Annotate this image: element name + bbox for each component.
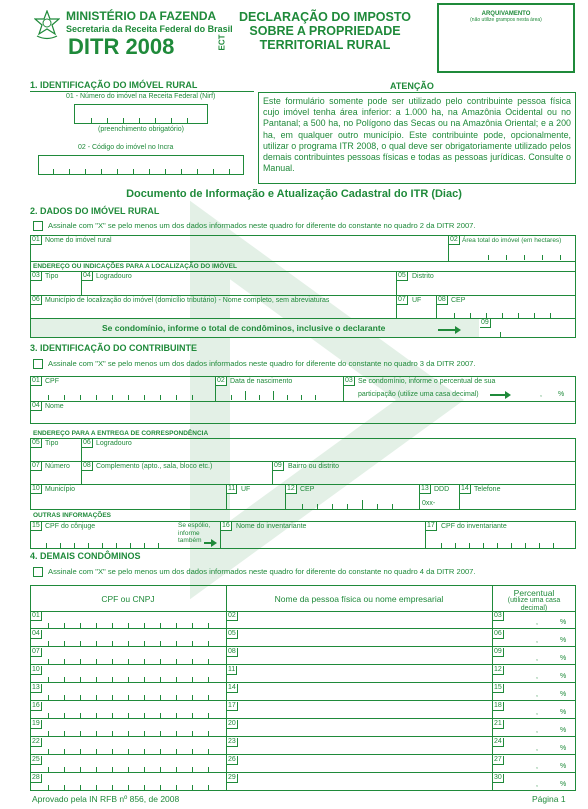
section3-check-text: Assinale com "X" se pelo menos um dos dados informados neste quadro for diferente do constante no quadro 3 da DITR 2007. [48, 359, 476, 368]
nirf-note: (preenchimento obrigatório) [98, 126, 184, 133]
participation-percent: % [558, 391, 565, 398]
col-name-header: Nome da pessoa física ou nome empresarial [274, 594, 444, 604]
s3-f14-label: Telefone [474, 486, 501, 493]
co-owner-cpf-input[interactable] [30, 743, 226, 754]
attention-title: ATENÇÃO [390, 81, 434, 91]
table-row: 22 23 24 , % [30, 737, 576, 755]
espolio-arrow-icon [204, 542, 212, 544]
table-row: 10 11 12 , % [30, 665, 576, 683]
section1-rule [30, 91, 254, 92]
co-owner-name-input[interactable] [227, 707, 491, 718]
co-owner-name-input[interactable] [227, 671, 491, 682]
co-owner-cpf-input[interactable] [30, 617, 226, 628]
nirf-label: 01 - Número do imóvel na Receita Federal (Nirf) [66, 93, 216, 100]
co-owner-name-input[interactable] [227, 617, 491, 628]
footer-approval: Aprovado pela IN RFB nº 856, de 2008 [32, 794, 180, 804]
section4-title: 4. DEMAIS CONDÔMINOS [30, 551, 141, 561]
table-row: 19 20 21 , % [30, 719, 576, 737]
co-owner-cpf-input[interactable] [30, 635, 226, 646]
participation-arrow-icon [490, 394, 506, 396]
archive-box [437, 3, 575, 73]
section3-title: 3. IDENTIFICAÇÃO DO CONTRIBUINTE [30, 343, 198, 353]
ect-label: ECT [217, 34, 227, 51]
col-cpf-header: CPF ou CNPJ [101, 594, 155, 604]
s3-f01-label: CPF [45, 378, 59, 385]
s3-f12-label: CEP [300, 486, 315, 493]
co-owner-name-input[interactable] [227, 725, 491, 736]
co-owner-cpf-input[interactable] [30, 689, 226, 700]
s3-mail-title: ENDEREÇO PARA A ENTREGA DE CORRESPONDÊNCIA [33, 430, 209, 437]
col-pct-note: (utilize uma casa decimal) [507, 597, 561, 612]
table-row: 07 08 09 , % [30, 647, 576, 665]
s3-f09-label: Bairro ou distrito [288, 463, 339, 470]
co-owner-cpf-input[interactable] [30, 671, 226, 682]
property-area-input[interactable] [450, 246, 575, 260]
section4-checkbox[interactable] [33, 567, 43, 577]
attention-box [258, 92, 576, 184]
section2-check-text: Assinale com "X" se pelo menos um dos dados informados neste quadro for diferente do constante no quadro 2 da DITR 2007. [48, 221, 476, 230]
table-row: 04 05 06 , % [30, 629, 576, 647]
incra-input[interactable] [38, 155, 244, 175]
brazil-coat-of-arms-icon [34, 10, 60, 40]
cpf-input[interactable] [32, 388, 214, 400]
form-title [225, 10, 425, 52]
s2-f01-label: Nome do imóvel rural [45, 237, 112, 244]
footer-page: Página 1 [532, 794, 566, 804]
co-owners-rows [30, 611, 576, 791]
s3-f07-label: Número [45, 463, 70, 470]
section2-title: 2. DADOS DO IMÓVEL RURAL [30, 206, 160, 216]
nirf-input[interactable] [74, 104, 208, 124]
co-owner-cpf-input[interactable] [30, 761, 226, 772]
s3-f10-label: Município [45, 486, 75, 493]
secretaria-title: Secretaria da Receita Federal do Brasil [66, 24, 233, 34]
co-owner-cpf-input[interactable] [30, 779, 226, 790]
table-row: 01 02 03 , % [30, 611, 576, 629]
s3-f03-label: Se condomínio, informe o percentual de sua [358, 378, 496, 385]
s2-f05-label: Distrito [412, 273, 434, 280]
taxpayer-name-input[interactable] [32, 411, 574, 423]
condo-count-input[interactable] [480, 328, 575, 337]
birth-date-input[interactable] [217, 388, 342, 400]
s2-address-title: ENDEREÇO OU INDICAÇÕES PARA A LOCALIZAÇÃO DO IMÓVEL [33, 263, 237, 270]
form-code: DITR 2008 [68, 34, 175, 59]
table-row: 13 14 15 , % [30, 683, 576, 701]
s3-f06-label: Logradouro [96, 440, 132, 447]
section1-title: 1. IDENTIFICAÇÃO DO IMÓVEL RURAL [30, 80, 198, 90]
co-owner-name-input[interactable] [227, 653, 491, 664]
s3-f02-label: Data de nascimento [230, 378, 293, 385]
co-owner-name-input[interactable] [227, 761, 491, 772]
participation-decimal: , [540, 391, 542, 398]
espolio-note: Se espólio, informe também [178, 522, 211, 544]
form-title-line-3: TERRITORIAL RURAL [259, 38, 391, 52]
form-title-line-1: DECLARAÇÃO DO IMPOSTO [239, 10, 411, 24]
co-owner-name-input[interactable] [227, 635, 491, 646]
property-name-input[interactable] [31, 246, 447, 260]
section2-checkbox[interactable] [33, 221, 43, 231]
document-title: Documento de Informação e Atualização Cadastral do ITR (Diac) [126, 188, 462, 200]
table-row: 25 26 27 , % [30, 755, 576, 773]
ministry-title: MINISTÉRIO DA FAZENDA [66, 9, 217, 23]
s3-f03-label2: participação (utilize uma casa decimal) [358, 391, 479, 398]
s3-f04-label: Nome [45, 403, 64, 410]
spouse-cpf-input[interactable] [32, 534, 177, 548]
attention-text: Este formulário somente pode ser utilizado pelo contribuinte pessoa física cujo imóvel tenha área inferior: a 1.000 ha, na Amazônia Ocidental ou no Pantanal; a 500 ha, no Polígono das Secas ou na Amazônia Oriental; e a 200 ha, em qualquer outro município. Este contribuinte pode, opcionalmente, utilizar o programa ITR 2008, o qual deve ser obrigatoriamente utilizado pelos demais contribuintes pessoas físicas e todas as pessoas jurídicas. Consulte o Manual. [263, 96, 571, 174]
condo-arrow-icon [438, 329, 456, 331]
s3-f11-label: UF [241, 486, 251, 493]
archive-note: (não utilize grampos nesta área) [470, 17, 542, 23]
form-title-line-2: SOBRE A PROPRIEDADE [249, 24, 401, 38]
s3-f13-label: DDD [434, 486, 450, 493]
s2-f03-label: Tipo [45, 273, 59, 280]
s3-f16-label: Nome do inventariante [236, 523, 307, 530]
s3-f08-label: Complemento (apto., sala, bloco etc.) [96, 463, 213, 470]
executor-name-input[interactable] [222, 533, 424, 548]
s2-f04-label: Logradouro [96, 273, 132, 280]
s2-f07-label: UF [412, 297, 422, 304]
co-owner-cpf-input[interactable] [30, 653, 226, 664]
condo-text: Se condomínio, informe o total de condôminos, inclusive o declarante [102, 323, 386, 333]
section4-check-text: Assinale com "X" se pelo menos um dos dados informados neste quadro for diferente do constante no quadro 4 da DITR 2007. [48, 567, 476, 576]
archive-title: ARQUIVAMENTO [481, 11, 531, 17]
s3-other-title: OUTRAS INFORMAÇÕES [33, 512, 111, 519]
section3-checkbox[interactable] [33, 359, 43, 369]
col-pct-header: Percentual [513, 588, 555, 598]
s2-f06-label: Município de localização do imóvel (domicílio tributário) - Nome completo, sem abreviaturas [45, 297, 330, 304]
co-owner-name-input[interactable] [227, 689, 491, 700]
ddd-hint: 0xx- [422, 500, 436, 507]
table-row: 16 17 18 , % [30, 701, 576, 719]
incra-label: 02 - Código do imóvel no Incra [78, 144, 174, 151]
s3-f15-label: CPF do cônjuge [45, 523, 96, 530]
executor-cpf-input[interactable] [427, 534, 575, 548]
co-owner-name-input[interactable] [227, 779, 491, 790]
s2-f02-label: Área total do imóvel (em hectares) [462, 237, 562, 244]
co-owner-cpf-input[interactable] [30, 707, 226, 718]
mail-cep-input[interactable] [287, 496, 418, 509]
s3-f17-label: CPF do inventariante [441, 523, 507, 530]
s2-f08-label: CEP [451, 297, 466, 304]
s3-f05-label: Tipo [45, 440, 59, 447]
co-owner-name-input[interactable] [227, 743, 491, 754]
table-row: 28 29 30 , % [32, 774, 567, 788]
co-owner-cpf-input[interactable] [30, 725, 226, 736]
property-cep-input[interactable] [438, 306, 575, 318]
